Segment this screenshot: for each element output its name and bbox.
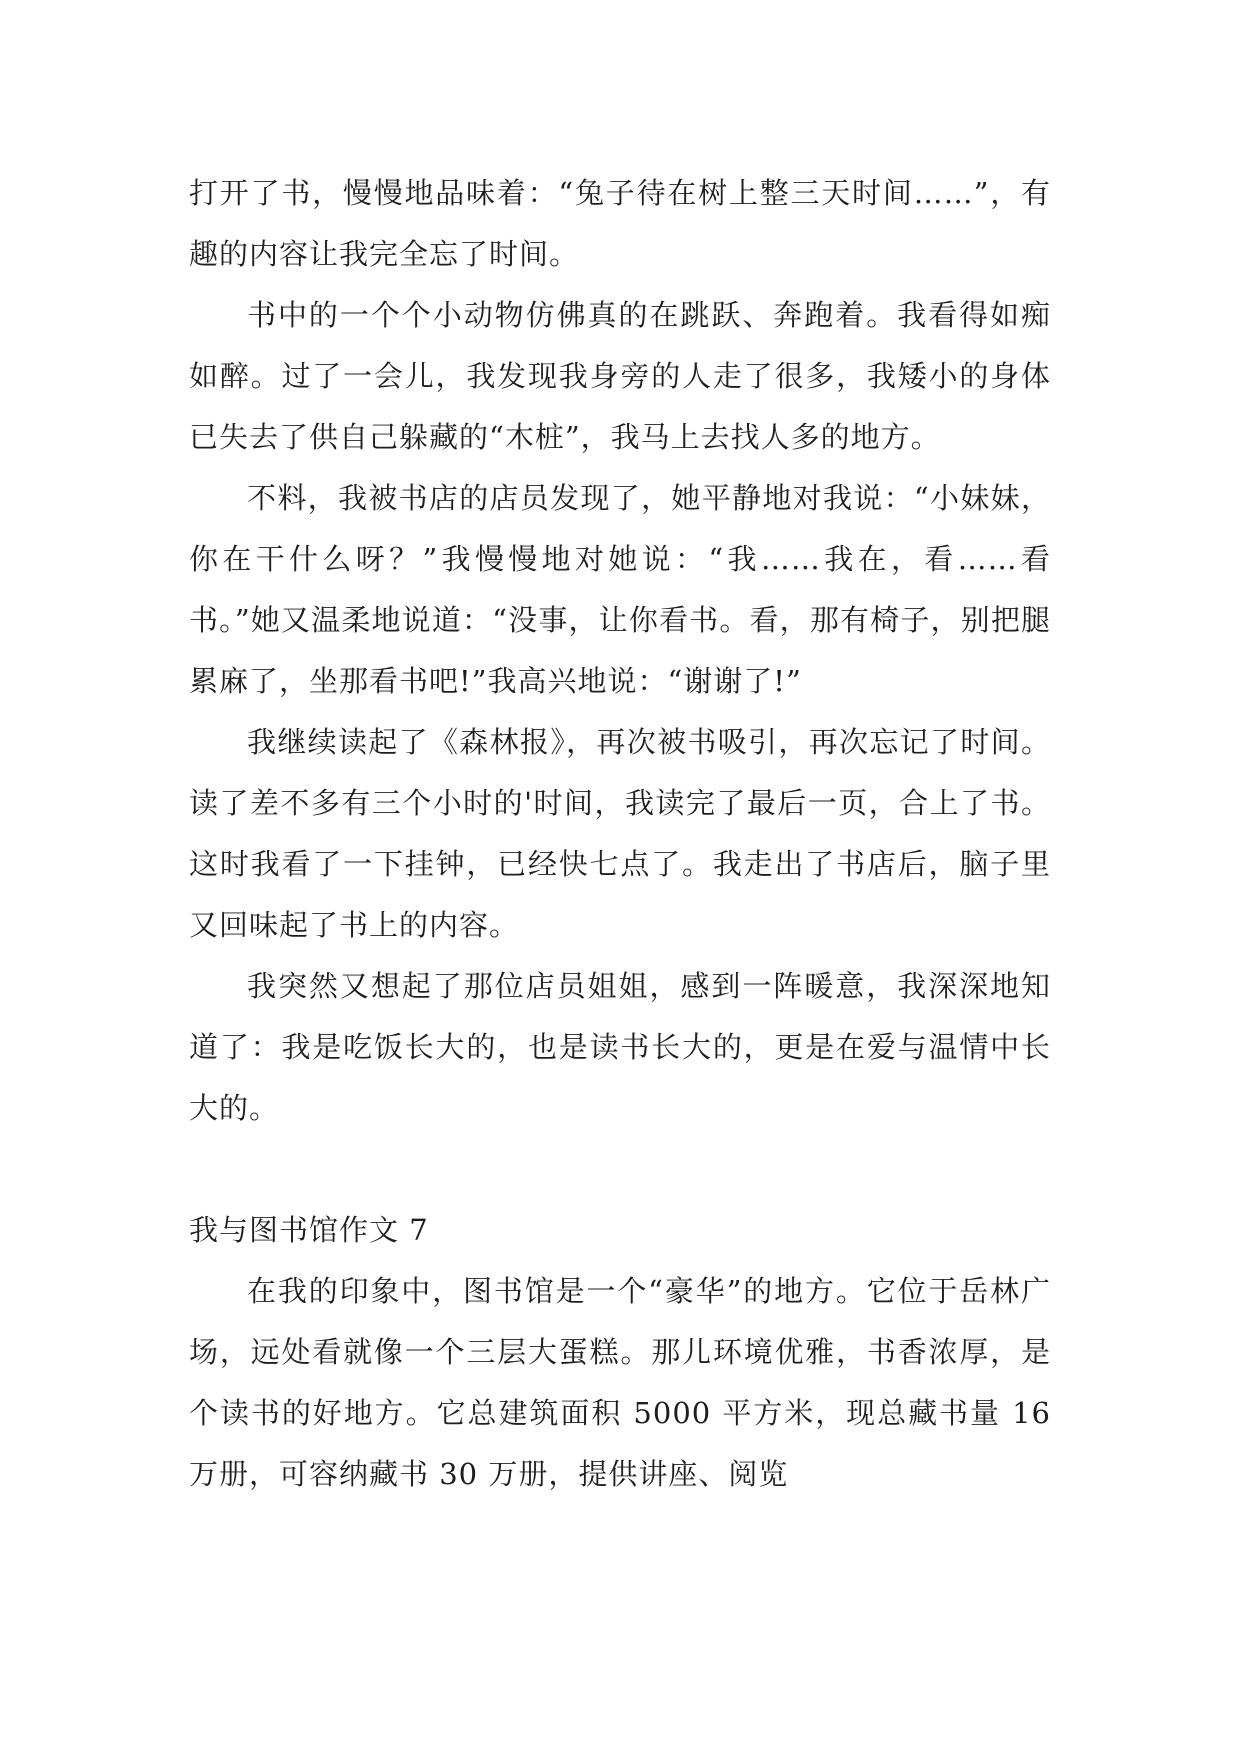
paragraph-5: 我突然又想起了那位店员姐姐，感到一阵暖意，我深深地知道了：我是吃饭长大的，也是读书长大的，更是在爱与温情中长大的。 <box>189 969 1051 1125</box>
document-body <box>189 163 1051 1505</box>
section-heading: 我与图书馆作文 7 <box>189 1213 429 1247</box>
paragraph-1: 打开了书，慢慢地品味着：“兔子待在树上整三天时间……”，有趣的内容让我完全忘了时间。 <box>189 176 1051 271</box>
paragraph-3: 不料，我被书店的店员发现了，她平静地对我说：“小妹妹，你在干什么呀？”我慢慢地对她说：“我……我在，看……看书。”她又温柔地说道：“没事，让你看书。看，那有椅子，别把腿累麻了，坐那看书吧!”我高兴地说：“谢谢了!” <box>189 481 1051 698</box>
paragraph-2: 书中的一个个小动物仿佛真的在跳跃、奔跑着。我看得如痴如醉。过了一会儿，我发现我身旁的人走了很多，我矮小的身体已失去了供自己躲藏的“木桩”，我马上去找人多的地方。 <box>189 298 1051 454</box>
paragraph-4: 我继续读起了《森林报》，再次被书吸引，再次忘记了时间。读了差不多有三个小时的'时间，我读完了最后一页，合上了书。这时我看了一下挂钟，已经快七点了。我走出了书店后，脑子里又回味起了书上的内容。 <box>189 725 1051 942</box>
paragraph-6: 在我的印象中，图书馆是一个“豪华”的地方。它位于岳林广场，远处看就像一个三层大蛋糕。那儿环境优雅，书香浓厚，是个读书的好地方。它总建筑面积 5000 平方米，现总藏书量 16 万册，可容纳藏书 30 万册，提供讲座、阅览 <box>189 1274 1051 1491</box>
